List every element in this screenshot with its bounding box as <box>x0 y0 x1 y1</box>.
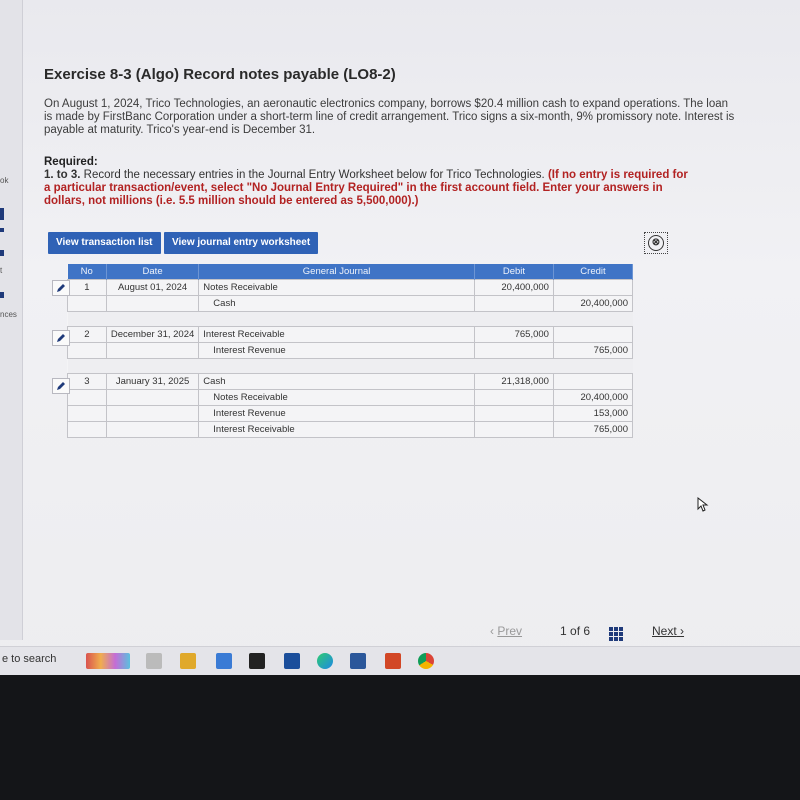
account-cell: Cash <box>199 374 475 390</box>
task-view-icon[interactable] <box>146 653 162 669</box>
required-note: (If no entry is required for a particular transaction/event, select "No Journal Entry Required" in the first account field. Enter your answers in dollars, not millions (i.e. 5.5 million should be entered as 5,500,000).) <box>44 169 688 207</box>
table-row <box>68 343 633 359</box>
chevron-right-icon: › <box>680 624 685 638</box>
grid-icon[interactable] <box>609 627 623 641</box>
header-date: Date <box>106 264 198 280</box>
entry-no: 1 <box>68 280 107 296</box>
prev-label: Prev <box>497 624 523 638</box>
app-icon[interactable] <box>249 653 265 669</box>
mouse-cursor-icon <box>697 497 709 513</box>
account-cell: Interest Receivable <box>199 327 475 343</box>
debit-cell: 765,000 <box>474 327 553 343</box>
header-debit: Debit <box>474 264 553 280</box>
pencil-icon <box>56 333 66 343</box>
credit-cell: 20,400,000 <box>553 296 632 312</box>
entry-no: 3 <box>68 374 107 390</box>
account-cell: Interest Receivable <box>199 422 475 438</box>
sidebar-marker <box>0 208 4 220</box>
credit-cell: 765,000 <box>553 343 632 359</box>
header-general-journal: General Journal <box>199 264 475 280</box>
word-icon[interactable] <box>350 653 366 669</box>
close-button[interactable] <box>644 232 668 254</box>
powerpoint-icon[interactable] <box>385 653 401 669</box>
table-row <box>68 327 633 343</box>
entry-date: August 01, 2024 <box>106 280 198 296</box>
edge-icon[interactable] <box>317 653 333 669</box>
next-button[interactable] <box>652 624 684 638</box>
debit-cell <box>474 390 553 406</box>
credit-cell: 20,400,000 <box>553 390 632 406</box>
close-icon: ⊗ <box>648 235 664 251</box>
journal-table <box>67 264 633 438</box>
edit-entry-2-button[interactable] <box>52 330 70 346</box>
debit-cell <box>474 422 553 438</box>
table-row <box>68 296 633 312</box>
page-of-label: of 6 <box>570 624 591 638</box>
sidebar-item-references[interactable]: nces <box>0 310 17 319</box>
credit-cell <box>553 327 632 343</box>
store-icon[interactable] <box>216 653 232 669</box>
view-transaction-list-button[interactable]: View transaction list <box>48 232 161 254</box>
debit-cell <box>474 296 553 312</box>
page-indicator <box>560 624 590 638</box>
table-row-gap <box>68 359 633 374</box>
entry-date: December 31, 2024 <box>106 327 198 343</box>
debit-cell <box>474 343 553 359</box>
widget-icon[interactable] <box>86 653 130 669</box>
account-cell: Notes Receivable <box>199 390 475 406</box>
account-cell: Interest Revenue <box>199 343 475 359</box>
file-explorer-icon[interactable] <box>180 653 196 669</box>
required-section <box>44 156 694 208</box>
pencil-icon <box>56 381 66 391</box>
table-row <box>68 390 633 406</box>
debit-cell: 20,400,000 <box>474 280 553 296</box>
sidebar-marker <box>0 292 4 298</box>
entry-date: January 31, 2025 <box>106 374 198 390</box>
next-label: Next <box>652 624 677 638</box>
table-row <box>68 406 633 422</box>
sidebar-item-2[interactable]: t <box>0 266 3 275</box>
required-instructions <box>44 169 694 208</box>
journal-header-row <box>68 264 633 280</box>
debit-cell <box>474 406 553 422</box>
edit-entry-1-button[interactable] <box>52 280 70 296</box>
view-journal-worksheet-button[interactable]: View journal entry worksheet <box>164 232 318 254</box>
credit-cell: 765,000 <box>553 422 632 438</box>
left-sidebar <box>0 0 23 640</box>
mail-icon[interactable] <box>284 653 300 669</box>
required-text: Record the necessary entries in the Journal Entry Worksheet below for Trico Technologies. <box>83 169 545 181</box>
header-credit: Credit <box>553 264 632 280</box>
entry-no: 2 <box>68 327 107 343</box>
credit-cell <box>553 374 632 390</box>
chevron-left-icon: ‹ <box>490 624 494 638</box>
table-row-gap <box>68 312 633 327</box>
taskbar <box>0 646 800 675</box>
table-row <box>68 374 633 390</box>
required-number: 1. to 3. <box>44 169 81 181</box>
account-cell: Interest Revenue <box>199 406 475 422</box>
edit-entry-3-button[interactable] <box>52 378 70 394</box>
account-cell: Notes Receivable <box>199 280 475 296</box>
sidebar-marker <box>0 250 4 256</box>
table-row <box>68 422 633 438</box>
exercise-title: Exercise 8-3 (Algo) Record notes payable (LO8-2) <box>44 66 396 83</box>
debit-cell: 21,318,000 <box>474 374 553 390</box>
taskbar-search[interactable]: e to search <box>2 653 57 665</box>
pencil-icon <box>56 283 66 293</box>
chrome-icon[interactable] <box>418 653 434 669</box>
sidebar-marker <box>0 228 4 232</box>
account-cell: Cash <box>199 296 475 312</box>
prev-button[interactable] <box>490 624 522 638</box>
current-page: 1 <box>560 624 567 638</box>
header-no: No <box>68 264 107 280</box>
credit-cell: 153,000 <box>553 406 632 422</box>
exercise-description: On August 1, 2024, Trico Technologies, an aeronautic electronics company, borrows $20.4 million cash to expand operations. The loan is made by FirstBanc Corporation under a short-term line of credit arrangement. Trico signs a six-month, 9% promissory note. Interest is payable at maturity. Trico's year-end is December 31. <box>44 98 735 136</box>
sidebar-item-1[interactable]: ok <box>0 176 9 185</box>
credit-cell <box>553 280 632 296</box>
table-row <box>68 280 633 296</box>
required-heading: Required: <box>44 156 98 168</box>
